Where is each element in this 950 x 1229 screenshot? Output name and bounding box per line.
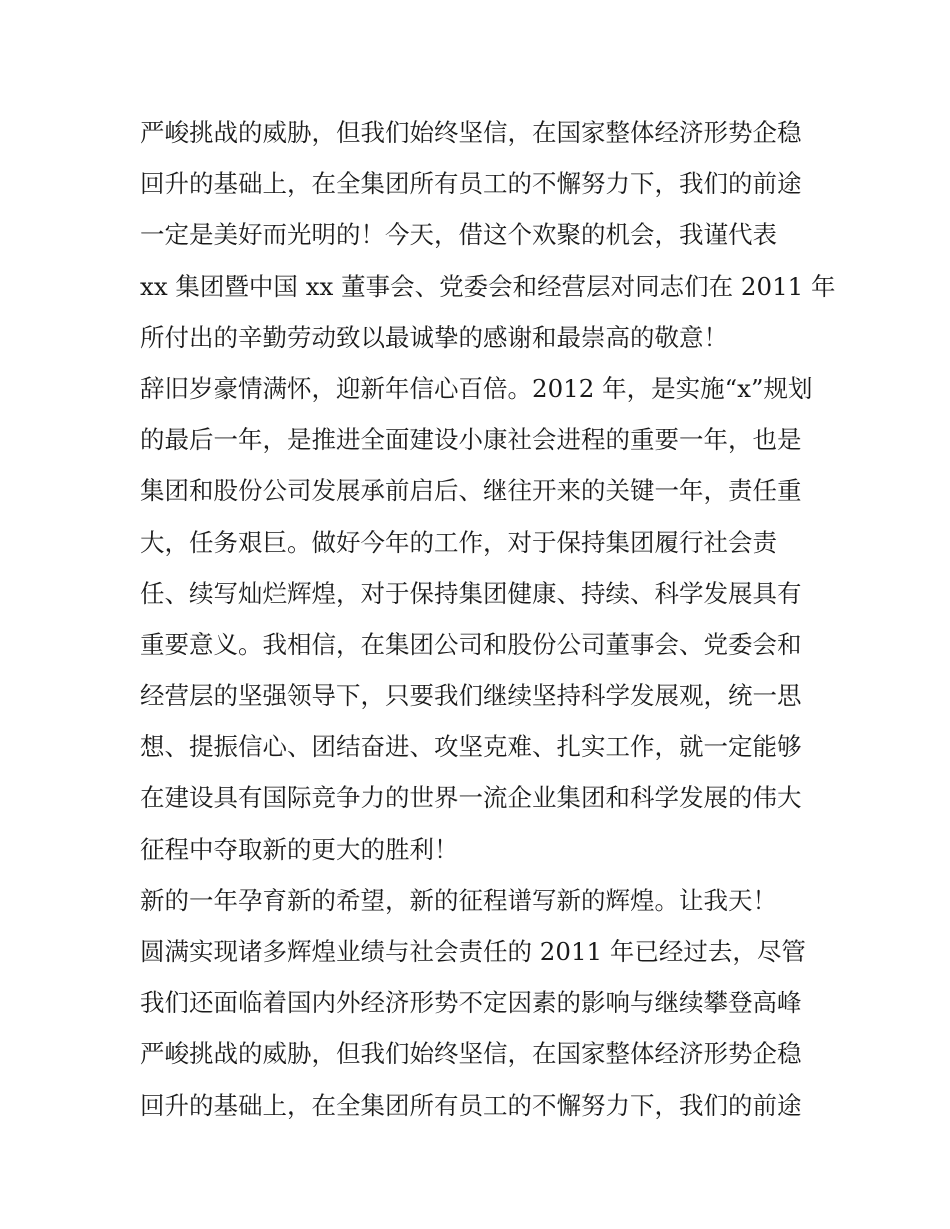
text-line: 想、提振信心、团结奋进、攻坚克难、扎实工作，就一定能够: [140, 732, 802, 762]
text-line: 圆满实现诸多辉煌业绩与社会责任的 2011 年已经过去，尽管: [140, 937, 806, 966]
text-line: xx 集团暨中国 xx 董事会、党委会和经营层对同志们在 2011 年: [140, 271, 836, 301]
text-line: 在建设具有国际竞争力的世界一流企业集团和科学发展的伟大: [140, 783, 802, 813]
text-line: 一定是美好而光明的！今天，借这个欢聚的机会，我谨代表: [140, 220, 777, 250]
text-line: 回升的基础上，在全集团所有员工的不懈努力下，我们的前途: [140, 1090, 802, 1120]
text-line: 经营层的坚强领导下，只要我们继续坚持科学发展观，统一思: [140, 681, 802, 711]
text-line: 我们还面临着国内外经济形势不定因素的影响与继续攀登高峰: [140, 988, 802, 1018]
text-line: 严峻挑战的威胁，但我们始终坚信，在国家整体经济形势企稳: [140, 118, 802, 147]
text-line: 所付出的辛勤劳动致以最诚挚的感谢和最崇高的敬意！: [140, 322, 728, 352]
text-line: 新的一年孕育新的希望，新的征程谱写新的辉煌。让我天！: [140, 885, 777, 915]
text-line: 回升的基础上，在全集团所有员工的不懈努力下，我们的前途: [140, 169, 802, 199]
text-line: 严峻挑战的威胁，但我们始终坚信，在国家整体经济形势企稳: [140, 1039, 802, 1069]
text-line: 集团和股份公司发展承前启后、继往开来的关键一年，责任重: [140, 476, 802, 506]
text-line: 征程中夺取新的更大的胜利！: [140, 834, 459, 864]
text-line: 辞旧岁豪情满怀，迎新年信心百倍。2012 年，是实施“x”规划: [140, 373, 813, 403]
body-text: [140, 107, 836, 1131]
text-line: 的最后一年，是推进全面建设小康社会进程的重要一年，也是: [140, 425, 802, 455]
text-line: 大，任务艰巨。做好今年的工作，对于保持集团履行社会责: [140, 527, 777, 557]
text-line: 任、续写灿烂辉煌，对于保持集团健康、持续、科学发展具有: [140, 578, 802, 608]
text-line: 重要意义。我相信，在集团公司和股份公司董事会、党委会和: [140, 629, 802, 659]
